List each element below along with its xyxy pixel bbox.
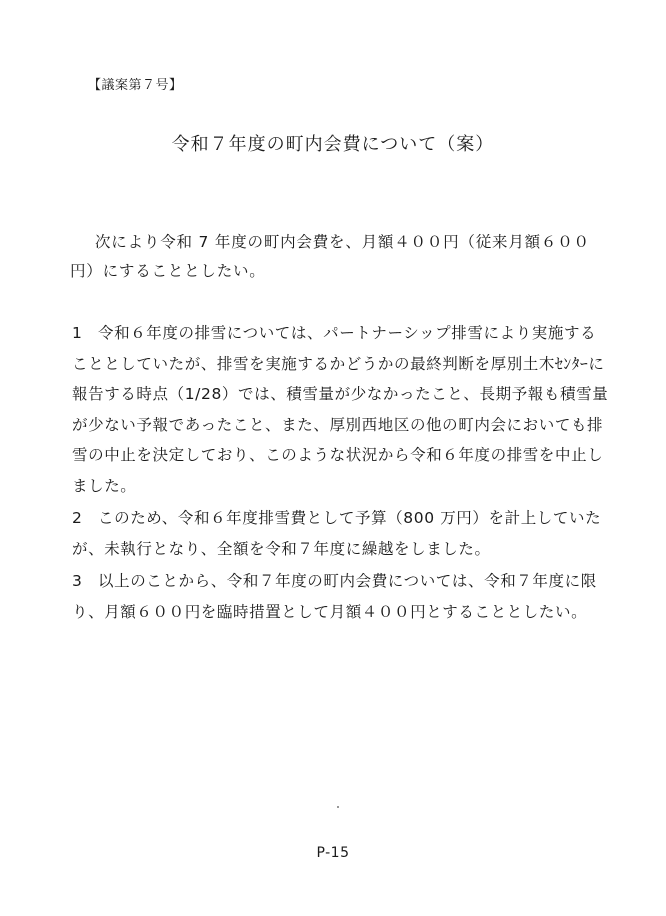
item-text: このため、令和６年度排雪費として予算（800 万円）を計上していたが、未執行となり、全額を令和７年度に繰越をしました。 xyxy=(72,509,602,558)
list-item xyxy=(72,318,610,501)
agenda-tag: 【議案第７号】 xyxy=(88,78,183,93)
list-item xyxy=(72,566,610,627)
item-list xyxy=(72,318,610,629)
item-text: 以上のことから、令和７年度の町内会費については、令和７年度に限り、月額６００円を臨時措置として月額４００円とすることとしたい。 xyxy=(72,572,597,621)
page-number: P-15 xyxy=(316,845,350,861)
item-number: 3 xyxy=(72,572,83,590)
item-number: 2 xyxy=(72,509,83,527)
intro-paragraph: 次により令和 7 年度の町内会費を、月額４００円（従来月額６００円）にすることとしたい。 xyxy=(70,233,590,280)
scan-speck xyxy=(337,806,339,808)
item-number: 1 xyxy=(72,324,83,342)
list-item xyxy=(72,503,610,564)
item-text: 令和６年度の排雪については、パートナーシップ排雪により実施することとしていたが、排雪を実施するかどうかの最終判断を厚別土木ｾﾝﾀｰに報告する時点（1/28）では、積雪量が少なかったこと、長期予報も積雪量が少ない予報であったこと、また、厚別西地区の他の町内会においても排雪の中止を決定しており、このような状況から令和６年度の排雪を中止しました。 xyxy=(72,324,609,495)
document-title: 令和７年度の町内会費について（案） xyxy=(171,134,495,155)
